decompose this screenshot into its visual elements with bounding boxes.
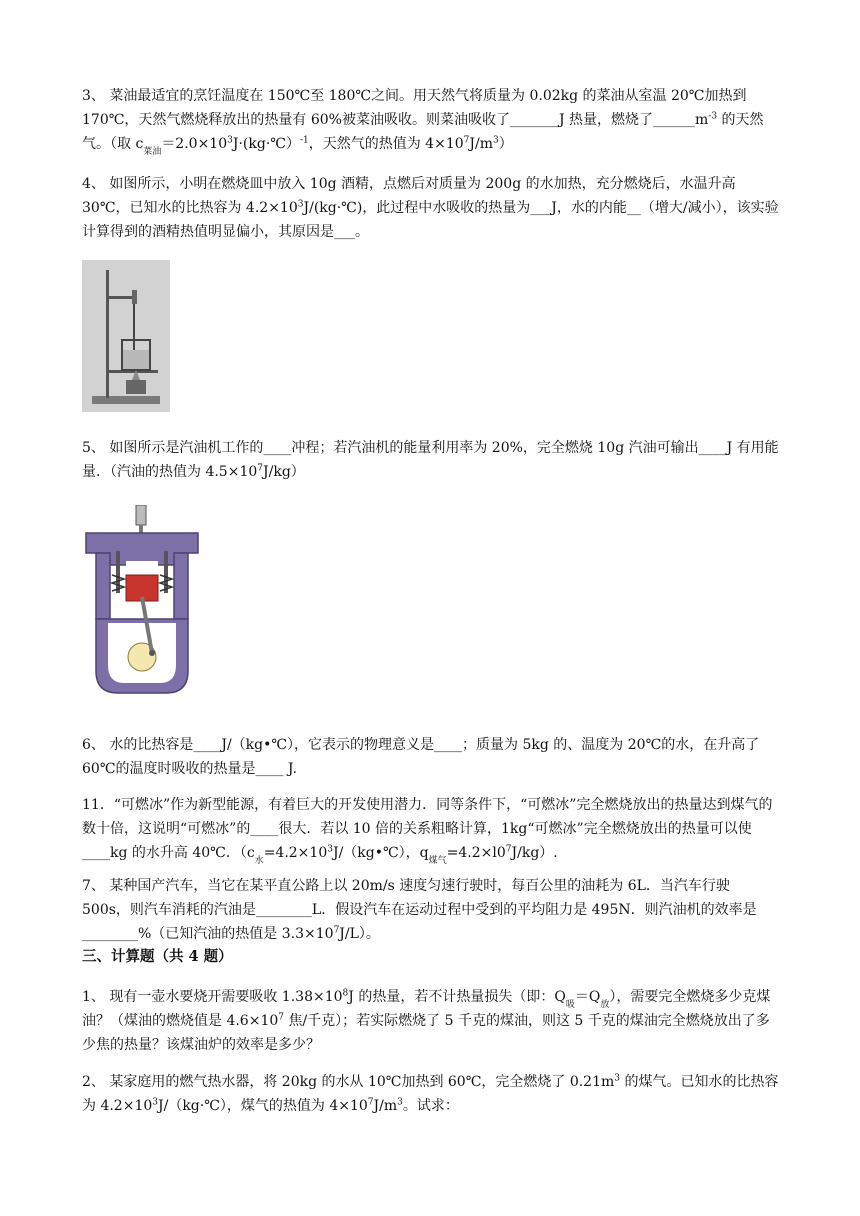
superscript: 7	[505, 844, 512, 855]
question-11	[82, 793, 782, 865]
superscript: 8	[342, 988, 349, 999]
question-3-text: ，天然气的热值为 4×10	[308, 136, 464, 152]
superscript: -3	[708, 111, 718, 122]
engine-cylinder-drawing	[82, 505, 202, 697]
question-3-text: ＝2.0×10	[161, 136, 228, 152]
question-5-text: 5、 如图所示是汽油机工作的____冲程；若汽油机的能量利用率为 20%，完全燃烧 10g 汽油可输出____J 有用能量．（汽油的热值为 4.5×10	[82, 440, 779, 480]
alcohol-lamp-apparatus-figure	[82, 260, 170, 412]
question-5-text: J/kg）	[263, 464, 305, 480]
subscript: 煤气	[428, 855, 447, 866]
superscript: 7	[367, 1097, 374, 1108]
calc-1-text: ），需要完全燃烧多少克煤油？（煤油的燃烧值是 4.6×10	[82, 989, 771, 1029]
question-4-text: J/(kg·℃)，此过程中水吸收的热量为___J，水的内能__（增大/减小），该实验计算得到的酒精热值明显偏小，其原因是___。	[82, 200, 779, 240]
superscript: 3	[614, 1073, 620, 1084]
superscript: 3	[397, 1097, 403, 1108]
calc-1-text: J 的热量，若不计热量损失（即：Q	[348, 989, 566, 1005]
calc-2-text: J/（kg·℃），煤气的热值为 4×10	[158, 1098, 368, 1114]
question-3	[82, 84, 782, 156]
calc-2-text: 的煤气。已知水的比热容为 4.2×10	[82, 1074, 779, 1114]
question-3-text: J/m	[469, 136, 493, 152]
subscript: 水	[254, 855, 264, 866]
superscript: 7	[257, 463, 263, 474]
calc-2-text: 2、 某家庭用的燃气热水器，将 20kg 的水从 10℃加热到 60℃，完全燃烧了 0.21m	[82, 1074, 615, 1090]
calculation-question-1	[82, 985, 782, 1057]
question-3-text: J·(kg·℃）	[232, 136, 300, 152]
question-7-text: 7、 某种国产汽车，当它在某平直公路上以 20m/s 速度匀速行驶时，每百公里的油耗为 6L．当汽车行驶 500s，则汽车消耗的汽油是________L．假设汽车在运动过程中受到的平均阻力是 495N．则汽油机的效率是________%（已知汽油的热值是 3.3×10	[82, 878, 757, 942]
question-11-text: 11．“可燃冰”作为新型能源，有着巨大的开发使用潜力．同等条件下，“可燃冰”完全燃烧放出的热量达到煤气的数十倍，这说明“可燃冰”的____很大．若以 10 倍的关系粗略计算，1kg“可燃冰”完全燃烧放出的热量可以使____kg 的水升高 40℃．（c	[82, 797, 773, 861]
question-3-text: 3、 菜油最适宜的烹饪温度在 150℃至 180℃之间。用天然气将质量为 0.02kg 的菜油从室温 20℃加热到 170℃，天然气燃烧释放出的热量有 60%被菜油吸收。则菜油吸收了_______J 热量，燃烧了______m	[82, 88, 747, 128]
superscript: 7	[333, 925, 340, 936]
calculation-question-2	[82, 1070, 782, 1118]
superscript: 7	[463, 135, 470, 146]
subscript: 吸	[565, 999, 575, 1010]
alcohol-lamp-apparatus-drawing	[82, 260, 170, 412]
question-11-text: J/（kg•℃），q	[332, 845, 429, 861]
question-4	[82, 172, 782, 244]
question-7-text: J/L）。	[339, 926, 380, 942]
question-3-text: 的天然气。（取 c	[82, 112, 764, 152]
calc-2-text: J/m	[373, 1098, 398, 1114]
superscript: 7	[278, 1012, 284, 1023]
calc-1-text: ＝Q	[574, 989, 601, 1005]
superscript: 3	[327, 844, 333, 855]
calc-1-text: 焦/千克）；若实际燃烧了 5 千克的煤油，则这 5 千克的煤油完全燃烧放出了多少焦的热量？该煤油炉的效率是多少？	[82, 1013, 770, 1053]
question-3-text: ）	[498, 136, 513, 152]
superscript: -1	[299, 135, 309, 146]
calc-1-text: 1、 现有一壶水要烧开需要吸收 1.38×10	[82, 989, 343, 1005]
question-6	[82, 733, 782, 781]
question-5	[82, 436, 782, 484]
question-11-text: J/kg）.	[511, 845, 558, 861]
gasoline-engine-cylinder-figure	[82, 505, 202, 697]
subscript: 放	[600, 999, 610, 1010]
question-7	[82, 874, 782, 946]
question-11-text: =4.2×l0	[446, 845, 506, 861]
superscript: 3	[227, 135, 233, 146]
subscript: 菜油	[143, 146, 162, 157]
superscript: 3	[492, 135, 499, 146]
question-11-text: =4.2×10	[263, 845, 328, 861]
section-heading: 三、计算题（共 4 题）	[82, 948, 233, 965]
calc-2-text: 。试求：	[402, 1098, 459, 1114]
question-4-text: 4、 如图所示，小明在燃烧皿中放入 10g 酒精，点燃后对质量为 200g 的水加热，充分燃烧后，水温升高 30℃，已知水的比热容为 4.2×10	[82, 176, 736, 216]
question-6-text: 6、 水的比热容是____J/（kg•℃），它表示的物理意义是____；质量为 5kg 的、温度为 20℃的水，在升高了 60℃的温度时吸收的热量是____ J.	[82, 737, 760, 777]
superscript: 3	[152, 1097, 158, 1108]
superscript: 3	[297, 199, 304, 210]
